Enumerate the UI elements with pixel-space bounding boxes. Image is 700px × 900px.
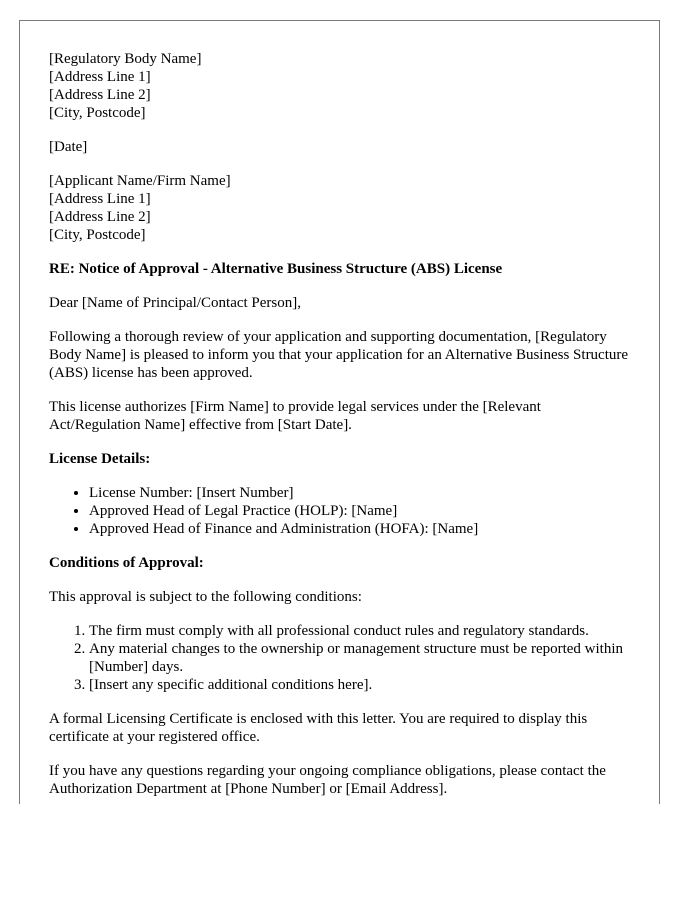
recipient-address-line: [Address Line 1] [49,191,151,207]
contact-paragraph: If you have any questions regarding your ongoing compliance obligations, please contact the Authorization Department at [Phone Number] or [Email Address]. [49,763,606,797]
list-item: 1. The firm must comply with all professional conduct rules and regulatory standards. [89,622,630,640]
sender-address-line: [Address Line 2] [49,87,151,103]
list-item: 2. Any material changes to the ownership or management structure must be reported within [Number] days. [89,640,630,676]
list-item: • License Number: [Insert Number] [89,484,630,502]
sender-address-line: [Regulatory Body Name] [49,51,202,67]
list-item: • Approved Head of Legal Practice (HOLP): [Name] [89,502,630,520]
conditions-list [49,622,630,694]
authorization-paragraph: This license authorizes [Firm Name] to provide legal services under the [Relevant Act/Regulation Name] effective from [Start Date]. [49,399,541,433]
conditions-heading: Conditions of Approval: [49,555,204,571]
salutation: Dear [Name of Principal/Contact Person], [49,295,302,311]
letter-page [19,20,660,804]
license-details-list [49,484,630,538]
subject-line: RE: Notice of Approval - Alternative Business Structure (ABS) License [49,261,503,277]
recipient-address-line: [City, Postcode] [49,227,146,243]
sender-address [49,50,630,122]
intro-paragraph: Following a thorough review of your application and supporting documentation, [Regulatory Body Name] is pleased to inform you that your application for an Alternative Business Structure (ABS) license has been approved. [49,329,629,381]
list-item: 3. [Insert any specific additional conditions here]. [89,676,630,694]
conditions-intro-paragraph: This approval is subject to the following conditions: [49,589,362,605]
recipient-address-line: [Address Line 2] [49,209,151,225]
license-details-heading: License Details: [49,451,151,467]
certificate-paragraph: A formal Licensing Certificate is enclosed with this letter. You are required to display this certificate at your registered office. [49,711,588,745]
sender-address-line: [City, Postcode] [49,105,146,121]
letter-date: [Date] [49,139,88,155]
recipient-address [49,172,630,244]
sender-address-line: [Address Line 1] [49,69,151,85]
list-item: • Approved Head of Finance and Administration (HOFA): [Name] [89,520,630,538]
recipient-address-line: [Applicant Name/Firm Name] [49,173,231,189]
